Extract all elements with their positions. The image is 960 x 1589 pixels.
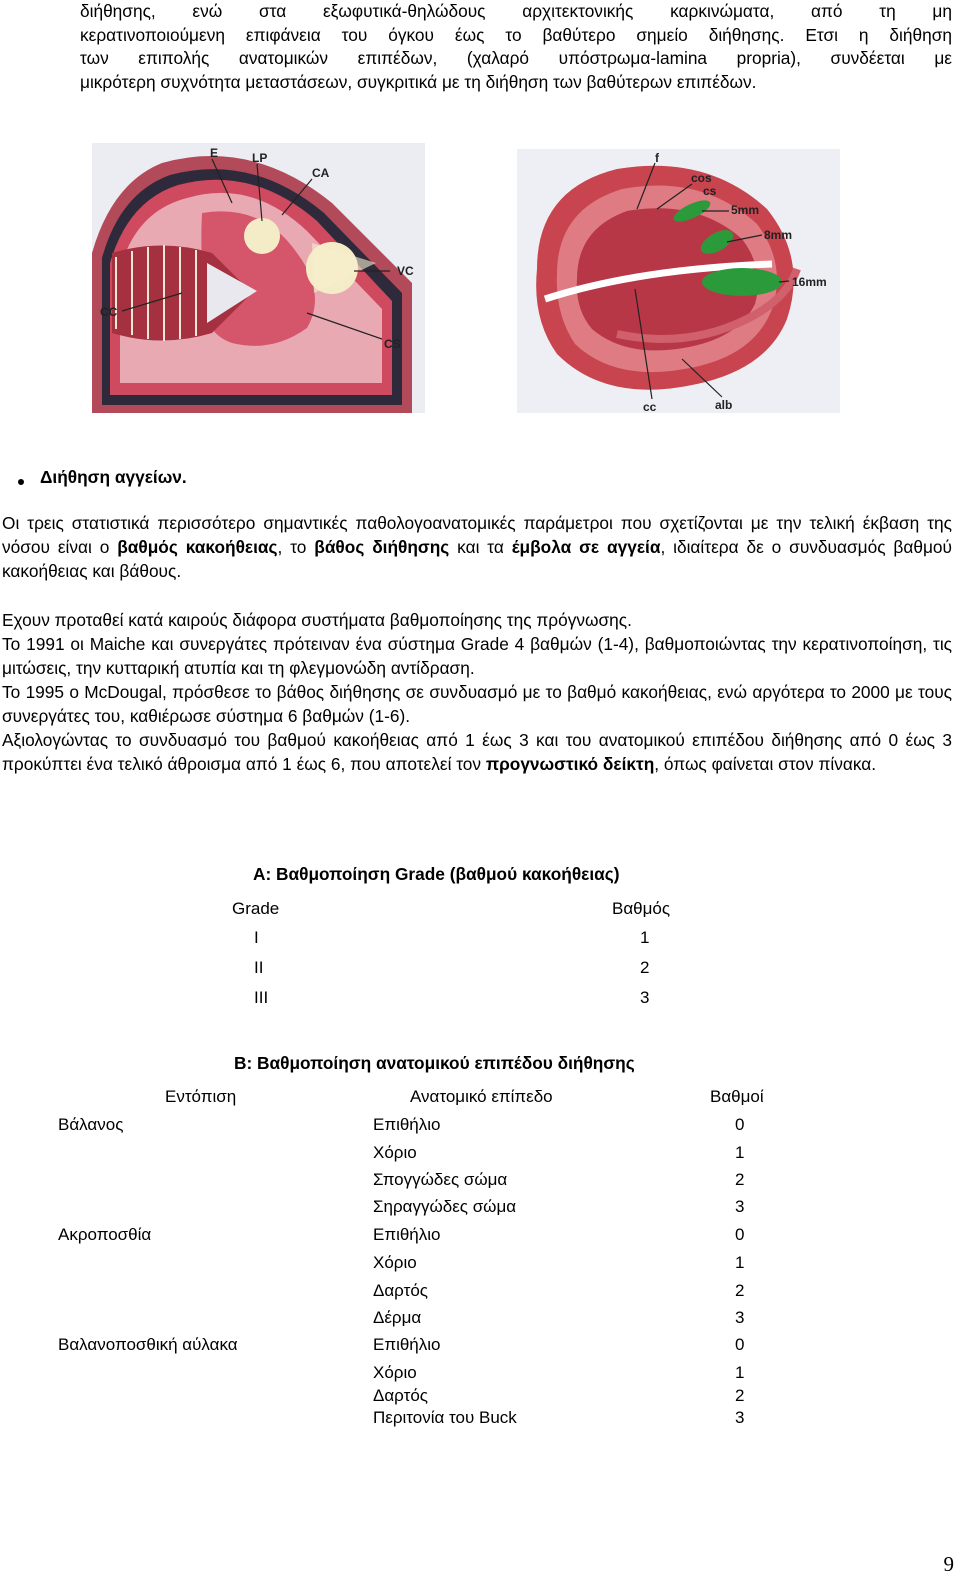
label-cc-right: cc — [643, 400, 657, 413]
table-b-points-cell: 1 — [735, 1363, 745, 1382]
bullet-heading: Διήθηση αγγείων. — [40, 467, 187, 487]
label-alb: alb — [715, 398, 733, 412]
label-lp: LP — [252, 151, 268, 165]
table-b-level-cell: Επιθήλιο — [373, 1225, 441, 1244]
label-ca: CA — [312, 166, 330, 180]
table-b-level-cell: Σηραγγώδες σώμα — [373, 1197, 517, 1216]
label-cs-right: cs — [703, 184, 717, 198]
page-number: 9 — [943, 1552, 954, 1576]
table-b-level-cell: Περιτονία του Buck — [373, 1408, 517, 1427]
table-b-location-cell: Βάλανος — [58, 1115, 124, 1134]
table-a-score-cell: 2 — [640, 958, 650, 977]
para2-bold-index: προγνωστικό δείκτη — [485, 754, 655, 774]
table-b-header-level: Ανατομικό επίπεδο — [410, 1087, 553, 1106]
intro-paragraph — [80, 0, 952, 94]
table-a-grade-cell: I — [254, 928, 259, 947]
para1-text-e: , ιδιαίτερα δε ο συνδυασμός βαθμού κακοήθειας και βάθους. — [2, 537, 952, 581]
para2-text-c: , όπως φαίνεται στον πίνακα. — [654, 754, 877, 774]
table-b-location-cell: Βαλανοποσθική αύλακα — [58, 1335, 238, 1354]
para1-text-c: , το — [277, 537, 315, 557]
grading-systems-paragraph — [2, 608, 952, 776]
table-b-header-location: Εντόπιση — [165, 1087, 237, 1106]
para2-line-2: Το 1991 οι Maiche και συνεργάτες πρότειναν ένα σύστημα Grade 4 βαθμών (1-4), βαθμοποιώντας την κερατινοποίηση, τις μιτώσεις, την κυτταρική ατυπία και τη φλεγμονώδη αντίδραση. — [2, 634, 952, 678]
para2-text-a: Αξιολογώντας το συνδυασμό του βαθμού κακοήθειας από 1 έως 3 και του ανατομικού επιπέδου διήθησης από 0 έως 3 προκύπτει ένα τελικό άθροισμα από 1 έως 6, που αποτελεί τον — [2, 730, 952, 774]
table-b-level-cell: Δαρτός — [373, 1386, 428, 1405]
para1-text-a: Οι τρεις στατιστικά περισσότερο σημαντικές παθολογοανατομικές παράμετροι που σχετίζονται με την τελική έκβαση της νόσου είναι ο — [2, 513, 952, 557]
table-b-level-cell: Δαρτός — [373, 1281, 428, 1300]
table-b-points-cell: 3 — [735, 1197, 745, 1216]
table-b-level-cell: Επιθήλιο — [373, 1335, 441, 1354]
prognostic-parameters-paragraph — [2, 511, 952, 583]
label-8mm: 8mm — [764, 228, 793, 242]
table-b-points-cell: 3 — [735, 1308, 745, 1327]
table-a-grade-cell: III — [254, 988, 269, 1007]
intro-line-4: μικρότερη συχνότητα μεταστάσεων, συγκριτικά με τη διήθηση των βαθύτερων επιπέδων. — [80, 71, 757, 92]
table-a-header-grade: Grade — [232, 899, 280, 918]
para1-bold-depth: βάθος διήθησης — [314, 537, 450, 557]
intro-line-2: κερατινοποιούμενη επιφάνεια του όγκου έως το βαθύτερο σημείο διήθησης. Ετσι η διήθηση — [80, 24, 952, 45]
table-b-level-cell: Χόριο — [373, 1143, 417, 1162]
para1-bold-grade: βαθμός κακοήθειας — [117, 537, 278, 557]
intro-line-3: των επιπολής ανατομικών επιπέδων, (χαλαρό υπόστρωμα-lamina propria), συνδέεται με — [80, 48, 952, 69]
table-b-location-cell: Ακροποσθία — [58, 1225, 152, 1244]
para2-line-1: Εχουν προταθεί κατά καιρούς διάφορα συστήματα βαθμοποίησης της πρόγνωσης. — [2, 610, 632, 630]
infiltration-depth-figure-right — [517, 149, 840, 413]
para1-bold-emboli: έμβολα σε αγγεία — [511, 537, 661, 557]
table-b-points-cell: 1 — [735, 1143, 745, 1162]
label-e: E — [210, 146, 219, 160]
table-b-level-cell: Δέρμα — [373, 1308, 422, 1327]
table-b-points-cell: 0 — [735, 1115, 745, 1134]
table-b-points-cell: 3 — [735, 1408, 745, 1427]
label-f: f — [655, 151, 659, 165]
label-16mm: 16mm — [792, 275, 827, 289]
table-a-grade-cell: II — [254, 958, 264, 977]
table-b-caption: Β: Βαθμοποίηση ανατομικού επιπέδου διήθησης — [234, 1053, 635, 1073]
table-b-level-cell: Χόριο — [373, 1363, 417, 1382]
label-cs: CS — [384, 337, 401, 351]
table-b-header-points: Βαθμοί — [710, 1087, 764, 1106]
table-b-level-cell: Επιθήλιο — [373, 1115, 441, 1134]
table-a-score-cell: 3 — [640, 988, 650, 1007]
table-b-points-cell: 0 — [735, 1335, 745, 1354]
intro-line-1: διήθησης, ενώ στα εξωφυτικά-θηλώδους αρχιτεκτονικής καρκινώματα, από τη μη — [80, 1, 952, 21]
table-b-points-cell: 2 — [735, 1170, 745, 1189]
table-b-level-cell: Σπογγώδες σώμα — [373, 1170, 508, 1189]
table-b-level-cell: Χόριο — [373, 1253, 417, 1272]
table-b-points-cell: 1 — [735, 1253, 745, 1272]
table-a-score-cell: 1 — [640, 928, 650, 947]
table-a-header-score: Βαθμός — [612, 899, 671, 918]
label-vc: VC — [397, 264, 414, 278]
table-b-points-cell: 2 — [735, 1281, 745, 1300]
table-b-points-cell: 2 — [735, 1386, 745, 1405]
penile-anatomy-figure-left — [92, 143, 425, 413]
label-cc: CC — [100, 305, 118, 319]
label-5mm: 5mm — [731, 203, 760, 217]
table-a-caption: Α: Βαθμοποίηση Grade (βαθμού κακοήθειας) — [253, 864, 620, 884]
label-cos: cos — [691, 171, 712, 185]
table-b-points-cell: 0 — [735, 1225, 745, 1244]
bullet-dot — [18, 479, 24, 485]
para2-line-3: Το 1995 ο McDougal, πρόσθεσε το βάθος διήθησης σε συνδυασμό με το βαθμό κακοήθειας, ενώ αργότερα το 2000 με τους συνεργάτες του, καθιέρωσε σύστημα 6 βαθμών (1-6). — [2, 682, 952, 726]
para2-line-4 — [2, 728, 952, 776]
para1-text-d: και τα — [449, 537, 512, 557]
